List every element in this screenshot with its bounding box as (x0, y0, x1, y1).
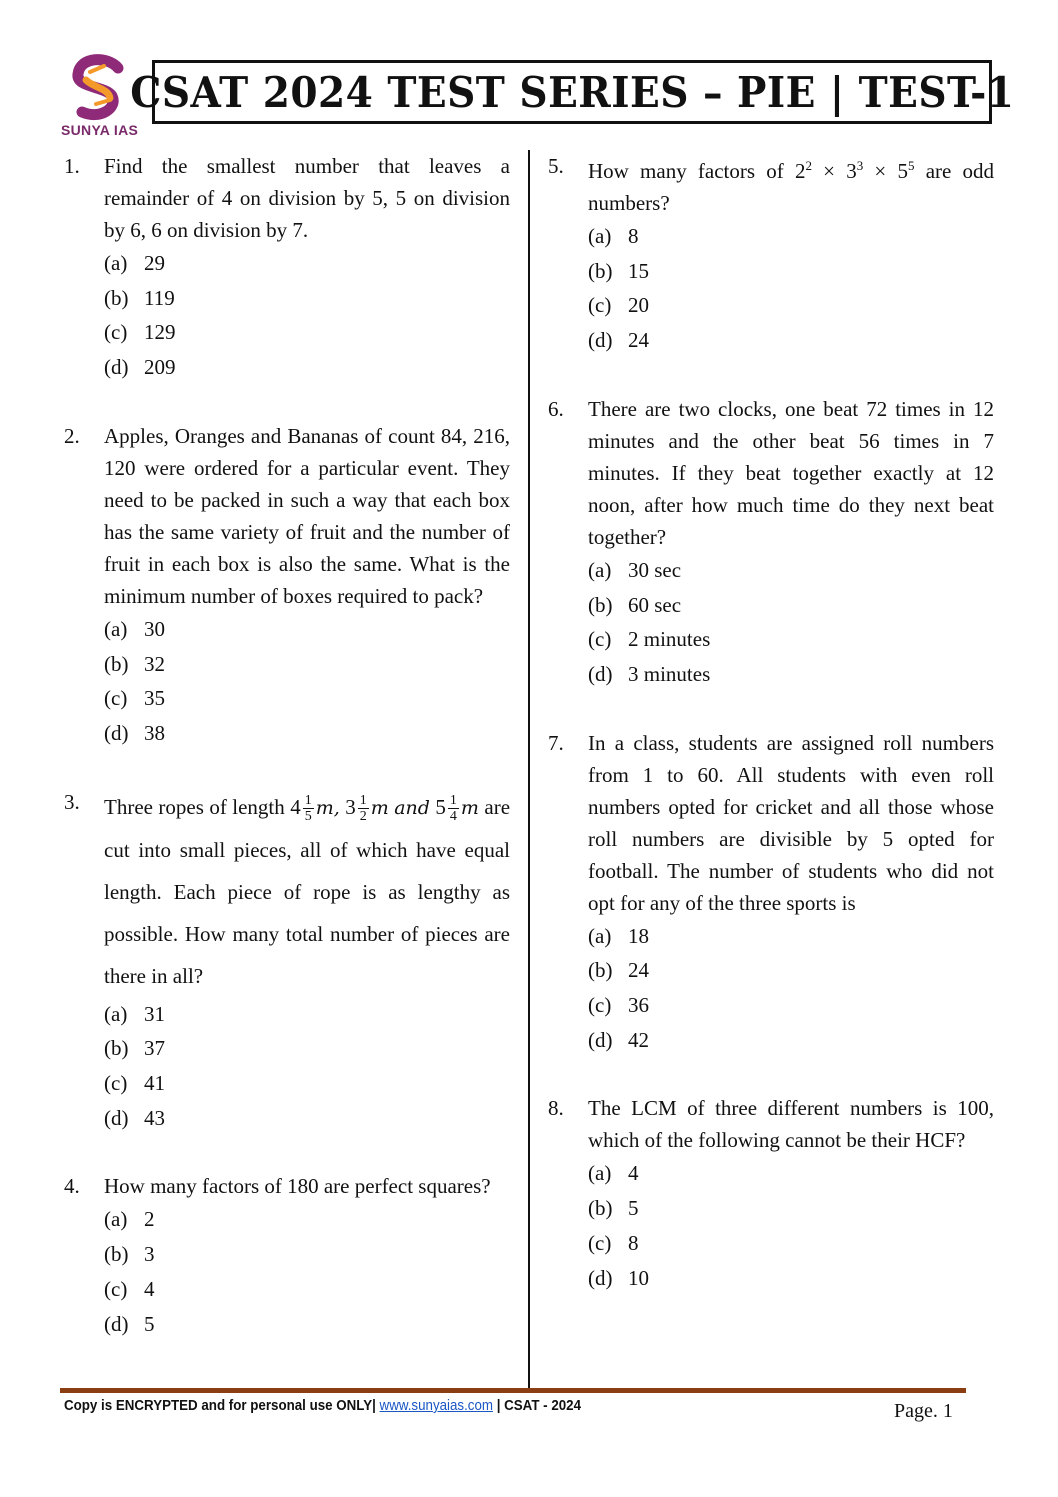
question-4 (60, 1170, 510, 1341)
option-a (588, 919, 994, 954)
option-value: 10 (628, 1265, 649, 1290)
footer-text (64, 1398, 581, 1414)
question-text: How many factors of $2^2 \times 3^3 \times 5^5$ are odd numbers? (588, 158, 995, 215)
option-label: (d) (588, 328, 613, 353)
website-link[interactable]: www.sunyaias.com (379, 1398, 493, 1414)
option-value: 24 (628, 328, 649, 353)
logo-s-icon (60, 54, 140, 124)
option-value: 30 (144, 616, 165, 641)
question-1 (60, 150, 510, 385)
option-d (104, 716, 510, 751)
option-d (104, 1307, 510, 1342)
exponent: 3 (856, 158, 864, 173)
question-text: Find the smallest number that leaves a remainder of 4 on division by 5, 5 on division by 6, 6 on division by 7. (104, 154, 510, 242)
option-a (588, 1156, 994, 1191)
question-3 (60, 786, 510, 1136)
option-value: 8 (628, 224, 639, 248)
option-value: 31 (144, 1001, 165, 1026)
option-a (104, 1202, 510, 1237)
base: 2 (794, 159, 806, 183)
question-number: 5. (548, 154, 564, 178)
option-value: 119 (144, 285, 175, 310)
option-label: (d) (104, 355, 129, 380)
option-c (588, 1226, 994, 1261)
option-value: 18 (628, 923, 649, 948)
option-b (588, 953, 994, 988)
option-a (588, 553, 994, 588)
option-value: 37 (144, 1036, 165, 1061)
mixed-whole: 5 (435, 794, 446, 819)
option-label: (b) (104, 1242, 129, 1267)
option-value: 3 minutes (628, 661, 711, 686)
option-label: (c) (104, 1276, 128, 1301)
option-value: 8 (628, 1230, 639, 1255)
question-text: How many factors of 180 are perfect squares? (104, 1174, 491, 1199)
option-d (104, 350, 510, 385)
option-d (588, 1261, 994, 1296)
mixed-whole: 4 (290, 794, 301, 819)
option-b (104, 647, 510, 682)
option-value: 29 (144, 251, 165, 275)
option-label: (a) (588, 557, 612, 582)
option-label: (d) (588, 661, 613, 686)
option-value: 36 (628, 993, 649, 1018)
option-label: (c) (588, 627, 612, 652)
question-number: 4. (64, 1174, 80, 1199)
option-c (588, 288, 994, 323)
denominator: 2 (359, 809, 367, 825)
option-c (588, 988, 994, 1023)
question-number: 3. (64, 789, 80, 814)
option-label: (d) (104, 720, 129, 745)
denominator: 4 (449, 809, 457, 825)
page-number: Page. 1 (894, 1400, 953, 1422)
option-a (104, 612, 510, 647)
text-end: are cut into small pieces, all of which have equal length. Each piece of rope is as lengthy as possible. How many total number of pieces are there in all? (104, 794, 511, 988)
footer-exam: CSAT - 2024 (504, 1398, 582, 1414)
question-number: 8. (548, 1096, 564, 1121)
question-text: The LCM of three different numbers is 100, which of the following cannot be their HCF? (588, 1096, 994, 1153)
option-b (588, 254, 994, 289)
fraction (303, 793, 314, 824)
question-text (104, 786, 510, 997)
option-label: (a) (104, 251, 128, 275)
option-label: (b) (588, 592, 613, 617)
option-label: (d) (588, 1265, 613, 1290)
option-label: (d) (104, 1311, 129, 1336)
right-column (544, 150, 994, 1330)
option-b (104, 1031, 510, 1066)
option-d (588, 657, 994, 692)
option-label: (a) (104, 1001, 128, 1026)
option-label: (a) (104, 616, 128, 641)
option-value: 32 (144, 651, 165, 676)
option-label: (b) (588, 258, 613, 283)
math-and: and (394, 796, 430, 819)
option-value: 15 (628, 258, 649, 283)
base: 3 (846, 159, 857, 183)
option-label: (c) (104, 320, 128, 345)
option-label: (b) (104, 285, 129, 310)
question-number: 7. (548, 730, 564, 755)
option-b (104, 1237, 510, 1272)
option-label: (b) (588, 958, 613, 983)
option-a (588, 219, 994, 254)
option-value: 2 (144, 1207, 155, 1232)
option-value: 43 (144, 1105, 165, 1130)
option-c (104, 1272, 510, 1307)
exponent: 2 (805, 158, 812, 173)
option-value: 4 (144, 1276, 155, 1301)
option-value: 35 (144, 686, 165, 711)
option-label: (a) (104, 1207, 128, 1232)
text-end: are odd numbers? (588, 159, 995, 215)
question-text: There are two clocks, one beat 72 times in 12 minutes and the other beat 56 times in 7 minutes. If they beat together exactly at 12 noon, after how much time do they next beat together? (588, 396, 994, 549)
text-start: Three ropes of length (104, 794, 285, 819)
footer-separator: | (496, 1398, 501, 1414)
unit: m (370, 796, 389, 819)
mixed-whole: 3 (345, 794, 356, 819)
option-label: (c) (588, 993, 612, 1018)
option-value: 60 sec (628, 592, 682, 617)
denominator: 5 (304, 809, 312, 825)
question-text: Apples, Oranges and Bananas of count 84, 216, 120 were ordered for a particular event. They need to be packed in such a way that each box has the same variety of fruit and the number of fruit in each box is also the same. What is the minimum number of boxes required to pack? (104, 423, 510, 608)
option-value: 30 sec (628, 557, 682, 582)
unit: m (460, 796, 479, 819)
base: 5 (897, 159, 908, 183)
option-label: (c) (588, 293, 612, 318)
unit: m, (315, 796, 340, 819)
option-value: 24 (628, 958, 649, 983)
option-label: (a) (588, 224, 612, 248)
question-number: 2. (64, 423, 80, 448)
option-label: (d) (104, 1105, 129, 1130)
fraction (448, 793, 459, 824)
option-value: 20 (628, 293, 649, 318)
option-c (588, 622, 994, 657)
title-box (129, 60, 1015, 124)
question-2 (60, 420, 510, 751)
option-label: (b) (104, 1036, 129, 1061)
option-value: 41 (144, 1071, 165, 1096)
option-d (104, 1101, 510, 1136)
question-text: In a class, students are assigned roll numbers from 1 to 60. All students with even roll numbers opted for cricket and all those whose roll numbers are divisible by 5 opted for football. The number of students who did not opt for any of the three sports is (588, 730, 994, 915)
option-value: 3 (144, 1242, 155, 1267)
text-start: How many factors of (588, 159, 784, 183)
option-b (588, 1191, 994, 1226)
option-b (588, 588, 994, 623)
question-7 (544, 727, 994, 1058)
question-6 (544, 393, 994, 692)
option-label: (c) (588, 1230, 612, 1255)
option-b (104, 281, 510, 316)
exponent: 5 (907, 158, 915, 173)
question-number: 1. (64, 154, 80, 178)
option-label: (a) (588, 1161, 612, 1186)
option-d (588, 1023, 994, 1058)
numerator: 1 (359, 793, 367, 809)
question-5 (544, 150, 994, 358)
option-c (104, 315, 510, 350)
option-value: 2 minutes (628, 627, 711, 652)
option-a (104, 997, 510, 1032)
option-value: 4 (628, 1161, 639, 1186)
option-label: (a) (588, 923, 612, 948)
option-d (588, 323, 994, 358)
option-value: 42 (628, 1027, 649, 1052)
column-divider (528, 150, 530, 1390)
page-title: CSAT 2024 TEST SERIES – PIE | TEST-1 (129, 67, 1015, 117)
option-value: 129 (144, 320, 176, 345)
option-label: (c) (104, 686, 128, 711)
footer-notice: Copy is ENCRYPTED and for personal use ONLY| (64, 1398, 376, 1414)
logo-text: SUNYA IAS (61, 122, 139, 138)
option-label: (b) (104, 651, 129, 676)
question-8 (544, 1092, 994, 1295)
numerator: 1 (449, 793, 457, 809)
option-label: (c) (104, 1071, 128, 1096)
option-value: 5 (144, 1311, 155, 1336)
question-number: 6. (548, 396, 564, 421)
option-value: 5 (628, 1196, 639, 1221)
fraction (358, 793, 369, 824)
option-value: 209 (144, 355, 176, 380)
option-c (104, 1066, 510, 1101)
left-column (60, 150, 510, 1376)
footer-rule (60, 1388, 966, 1393)
option-c (104, 681, 510, 716)
option-value: 38 (144, 720, 165, 745)
option-label: (d) (588, 1027, 613, 1052)
option-label: (b) (588, 1196, 613, 1221)
option-a (104, 246, 510, 281)
numerator: 1 (304, 793, 312, 809)
